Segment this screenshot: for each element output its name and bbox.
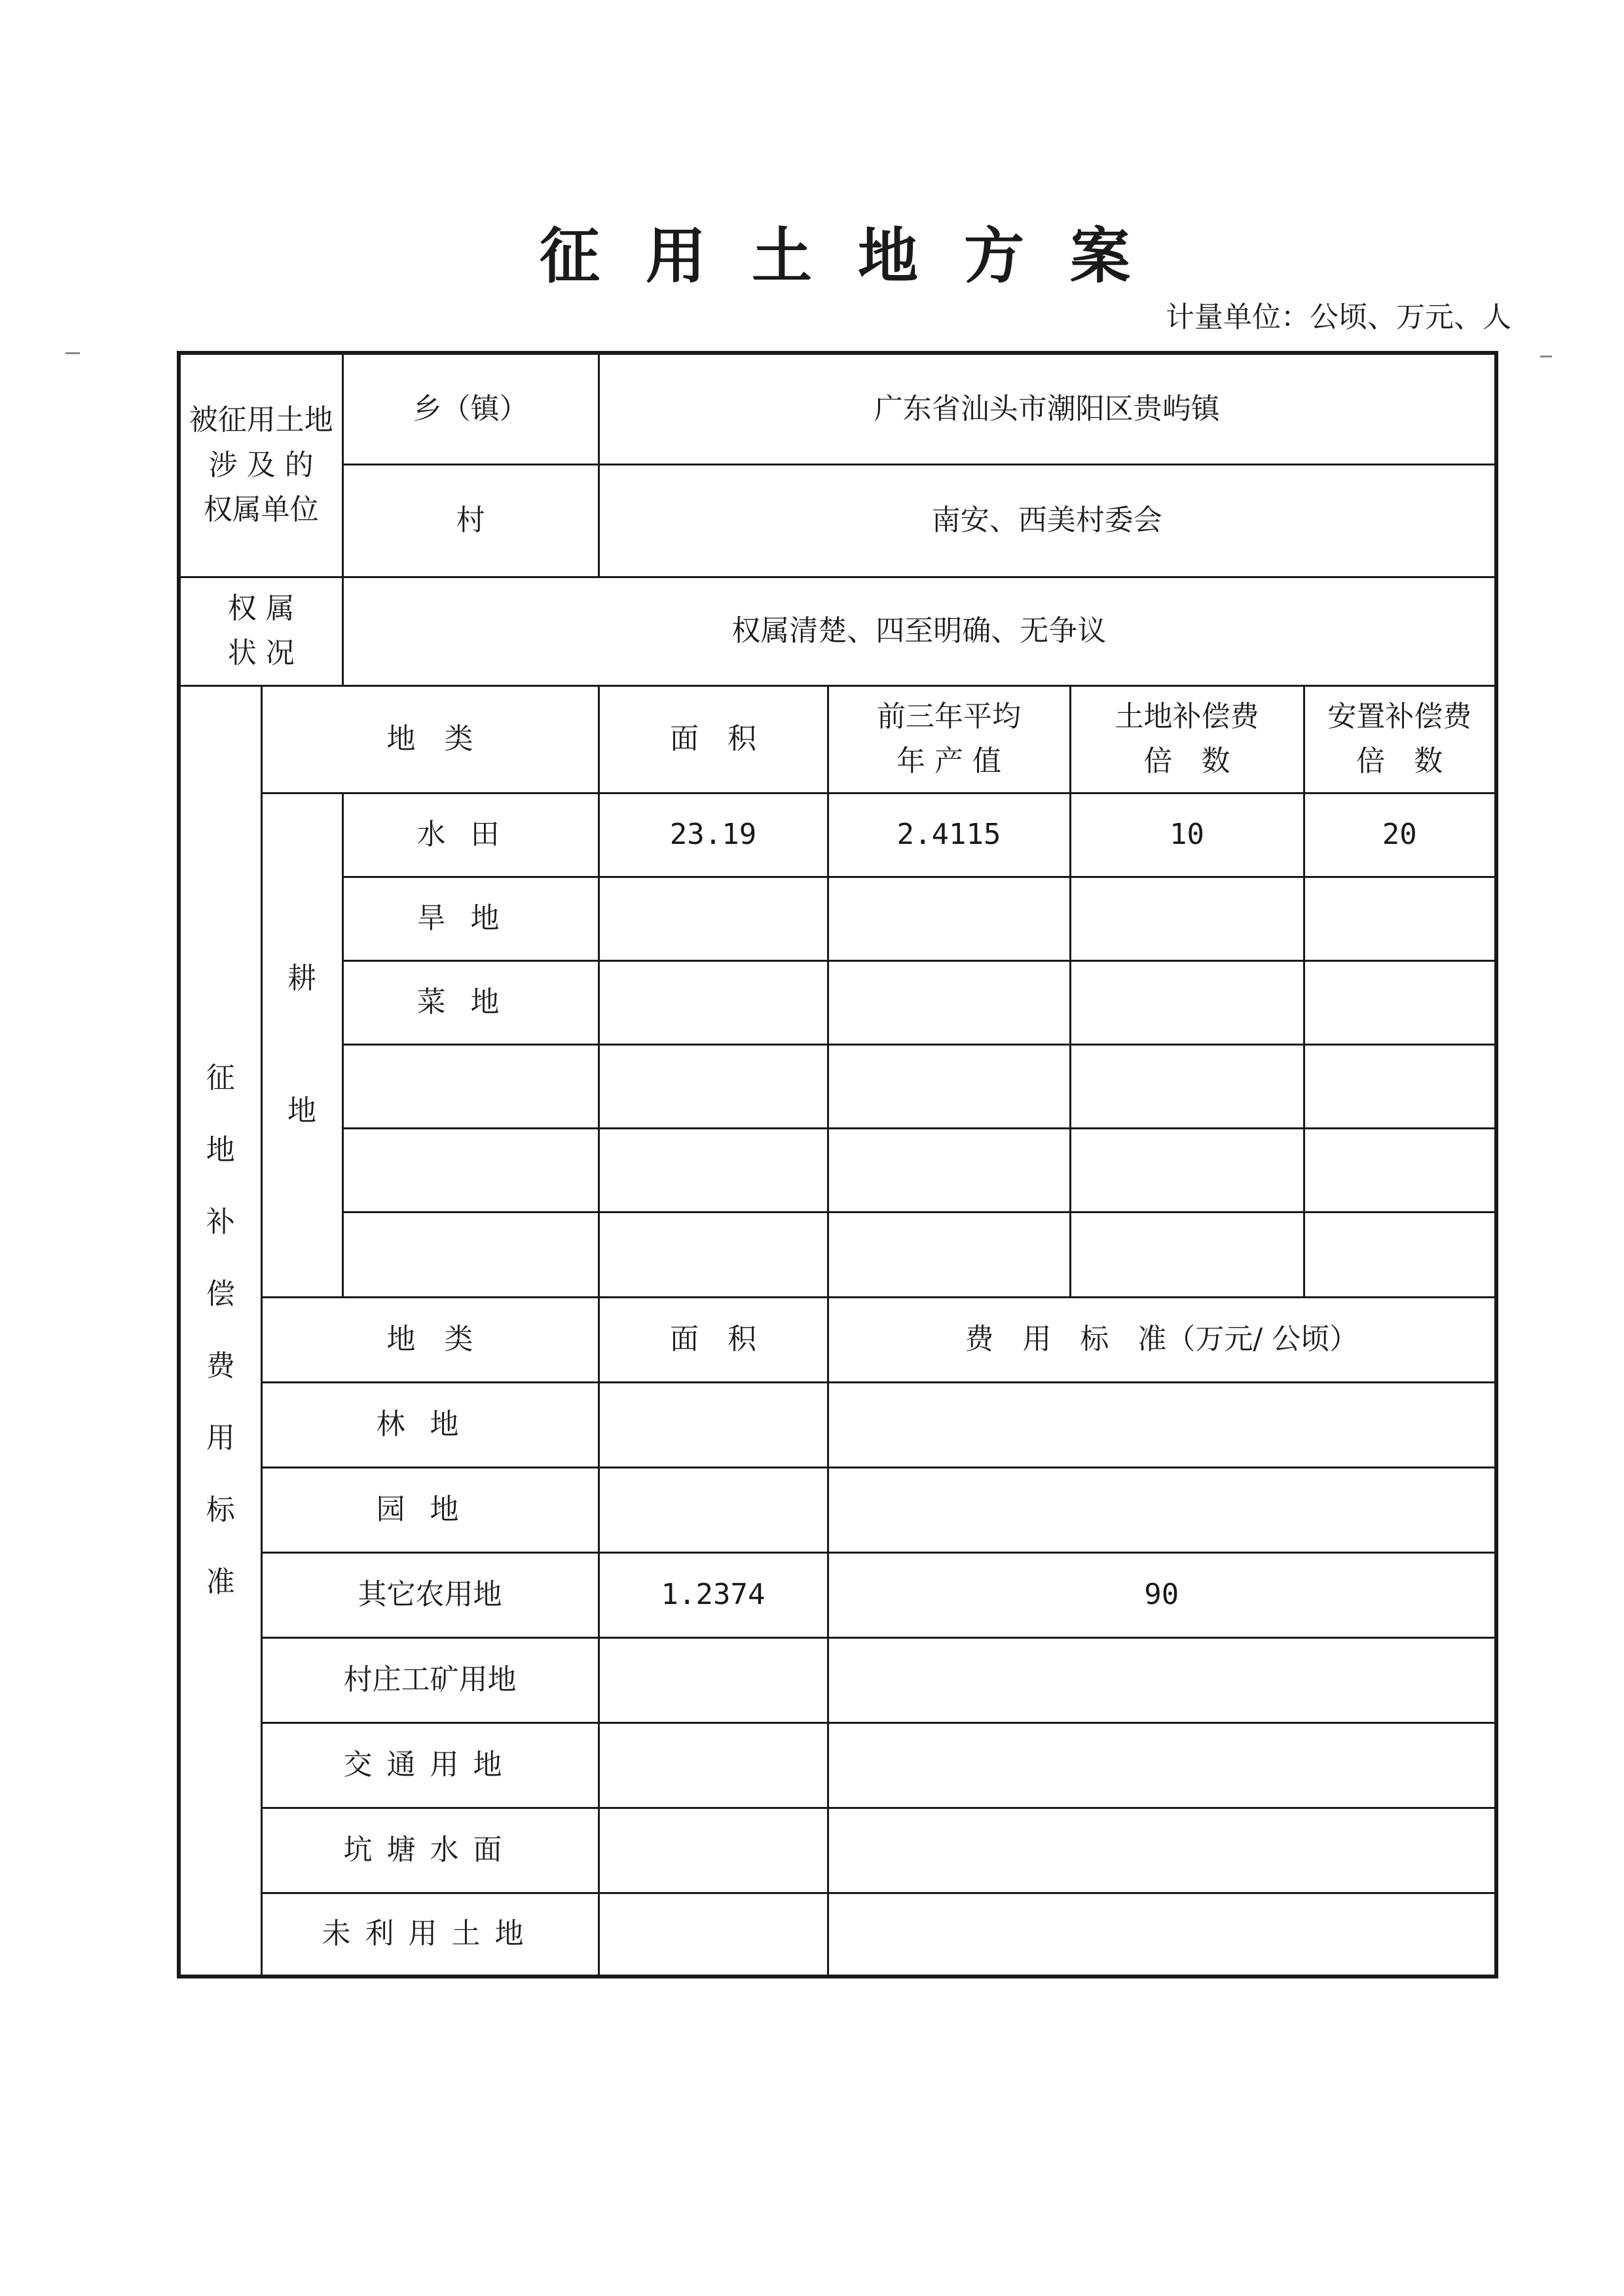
status-label-line-1: 权 属 bbox=[227, 591, 295, 625]
other-row-area bbox=[599, 1637, 828, 1722]
other-row-type: 其它农用地 bbox=[261, 1552, 599, 1637]
land-multiplier-line-1: 土地补偿费 bbox=[1115, 699, 1259, 733]
arable-row-avg-output bbox=[828, 960, 1070, 1044]
unit-label: 计量单位：公顷、万元、人 bbox=[1166, 301, 1511, 334]
arable-row-area bbox=[599, 1212, 828, 1297]
arable-row-resettlement-multiplier bbox=[1304, 960, 1496, 1044]
arable-row-type: 菜地 bbox=[342, 960, 599, 1044]
arable-header-land-type: 地 类 bbox=[261, 685, 599, 793]
arable-row-resettlement-multiplier bbox=[1304, 1044, 1496, 1128]
ownership-status-label bbox=[179, 577, 342, 685]
arable-row-area bbox=[599, 877, 828, 960]
arable-row-land-multiplier bbox=[1070, 1128, 1304, 1212]
ownership-label-line-1: 被征用土地 bbox=[189, 403, 333, 437]
arable-row-type bbox=[342, 1128, 599, 1212]
arable-category-label bbox=[261, 793, 342, 1297]
town-value: 广东省汕头市潮阳区贵屿镇 bbox=[599, 353, 1496, 464]
vertical-char: 标 bbox=[206, 1493, 235, 1527]
vertical-char: 偿 bbox=[206, 1277, 235, 1311]
arable-row-avg-output bbox=[828, 1044, 1070, 1128]
vertical-char: 地 bbox=[287, 1094, 316, 1127]
arable-header-resettlement-multiplier bbox=[1304, 685, 1496, 793]
arable-header-land-multiplier bbox=[1070, 685, 1304, 793]
arable-row-area: 23.19 bbox=[599, 793, 828, 877]
land-requisition-table bbox=[177, 351, 1498, 1978]
town-label: 乡（镇） bbox=[342, 353, 599, 464]
scan-mark-left bbox=[65, 352, 80, 354]
ownership-status-value: 权属清楚、四至明确、无争议 bbox=[342, 577, 1496, 685]
arable-row-area bbox=[599, 960, 828, 1044]
arable-row-land-multiplier: 10 bbox=[1070, 793, 1304, 877]
scan-mark-right bbox=[1540, 355, 1552, 357]
arable-row-avg-output bbox=[828, 1212, 1070, 1297]
arable-row-resettlement-multiplier bbox=[1304, 1128, 1496, 1212]
arable-header-area: 面 积 bbox=[599, 685, 828, 793]
arable-row-resettlement-multiplier bbox=[1304, 877, 1496, 960]
arable-row-resettlement-multiplier: 20 bbox=[1304, 793, 1496, 877]
other-row-area bbox=[599, 1808, 828, 1893]
other-header-area: 面 积 bbox=[599, 1297, 828, 1382]
arable-row-land-multiplier bbox=[1070, 877, 1304, 960]
other-row-type: 坑塘水面 bbox=[261, 1808, 599, 1893]
other-row-type: 园地 bbox=[261, 1467, 599, 1552]
status-label-line-2: 状 况 bbox=[227, 636, 295, 670]
other-row-area bbox=[599, 1467, 828, 1552]
other-row-type: 林地 bbox=[261, 1382, 599, 1467]
arable-row-avg-output bbox=[828, 1128, 1070, 1212]
other-row-type: 村庄工矿用地 bbox=[261, 1637, 599, 1722]
arable-row-land-multiplier bbox=[1070, 960, 1304, 1044]
other-header-land-type: 地 类 bbox=[261, 1297, 599, 1382]
arable-row-type: 水田 bbox=[342, 793, 599, 877]
arable-category-text bbox=[263, 913, 342, 1178]
vertical-char: 费 bbox=[206, 1349, 235, 1383]
arable-row-land-multiplier bbox=[1070, 1212, 1304, 1297]
other-row-standard bbox=[828, 1893, 1496, 1977]
land-multiplier-line-2: 倍 数 bbox=[1143, 744, 1230, 778]
other-header-standard: 费 用 标 准（万元/ 公顷） bbox=[828, 1297, 1496, 1382]
other-row-standard bbox=[828, 1467, 1496, 1552]
page-title: 征用土地方案 bbox=[539, 221, 1176, 291]
other-row-standard bbox=[828, 1722, 1496, 1808]
village-value: 南安、西美村委会 bbox=[599, 464, 1496, 577]
other-row-area: 1.2374 bbox=[599, 1552, 828, 1637]
ownership-label-line-3: 权属单位 bbox=[203, 492, 319, 526]
arable-row-avg-output: 2.4115 bbox=[828, 793, 1070, 877]
other-row-standard bbox=[828, 1382, 1496, 1467]
other-row-type: 未利用土地 bbox=[261, 1893, 599, 1977]
arable-row-avg-output bbox=[828, 877, 1070, 960]
resettlement-multiplier-line-1: 安置补偿费 bbox=[1327, 699, 1472, 733]
avg-output-line-1: 前三年平均 bbox=[877, 699, 1021, 733]
vertical-char: 补 bbox=[206, 1205, 235, 1239]
vertical-char: 地 bbox=[206, 1133, 235, 1167]
arable-row-area bbox=[599, 1044, 828, 1128]
vertical-char: 用 bbox=[206, 1421, 235, 1455]
other-row-area bbox=[599, 1893, 828, 1977]
avg-output-line-2: 年 产 值 bbox=[896, 744, 1001, 778]
arable-row-type bbox=[342, 1044, 599, 1128]
ownership-units-label bbox=[179, 353, 342, 577]
compensation-section-text bbox=[181, 1042, 261, 1618]
arable-row-type bbox=[342, 1212, 599, 1297]
vertical-char: 准 bbox=[206, 1565, 235, 1599]
ownership-label-line-2: 涉 及 的 bbox=[208, 448, 314, 482]
other-row-area bbox=[599, 1722, 828, 1808]
arable-row-resettlement-multiplier bbox=[1304, 1212, 1496, 1297]
resettlement-multiplier-line-2: 倍 数 bbox=[1356, 744, 1443, 778]
compensation-section-label bbox=[179, 685, 261, 1977]
vertical-char: 征 bbox=[206, 1061, 235, 1095]
village-label: 村 bbox=[342, 464, 599, 577]
other-row-standard bbox=[828, 1637, 1496, 1722]
arable-row-land-multiplier bbox=[1070, 1044, 1304, 1128]
vertical-char: 耕 bbox=[287, 961, 316, 995]
other-row-type: 交通用地 bbox=[261, 1722, 599, 1808]
arable-row-area bbox=[599, 1128, 828, 1212]
arable-row-type: 旱地 bbox=[342, 877, 599, 960]
arable-header-avg-output bbox=[828, 685, 1070, 793]
other-row-standard: 90 bbox=[828, 1552, 1496, 1637]
other-row-standard bbox=[828, 1808, 1496, 1893]
other-row-area bbox=[599, 1382, 828, 1467]
